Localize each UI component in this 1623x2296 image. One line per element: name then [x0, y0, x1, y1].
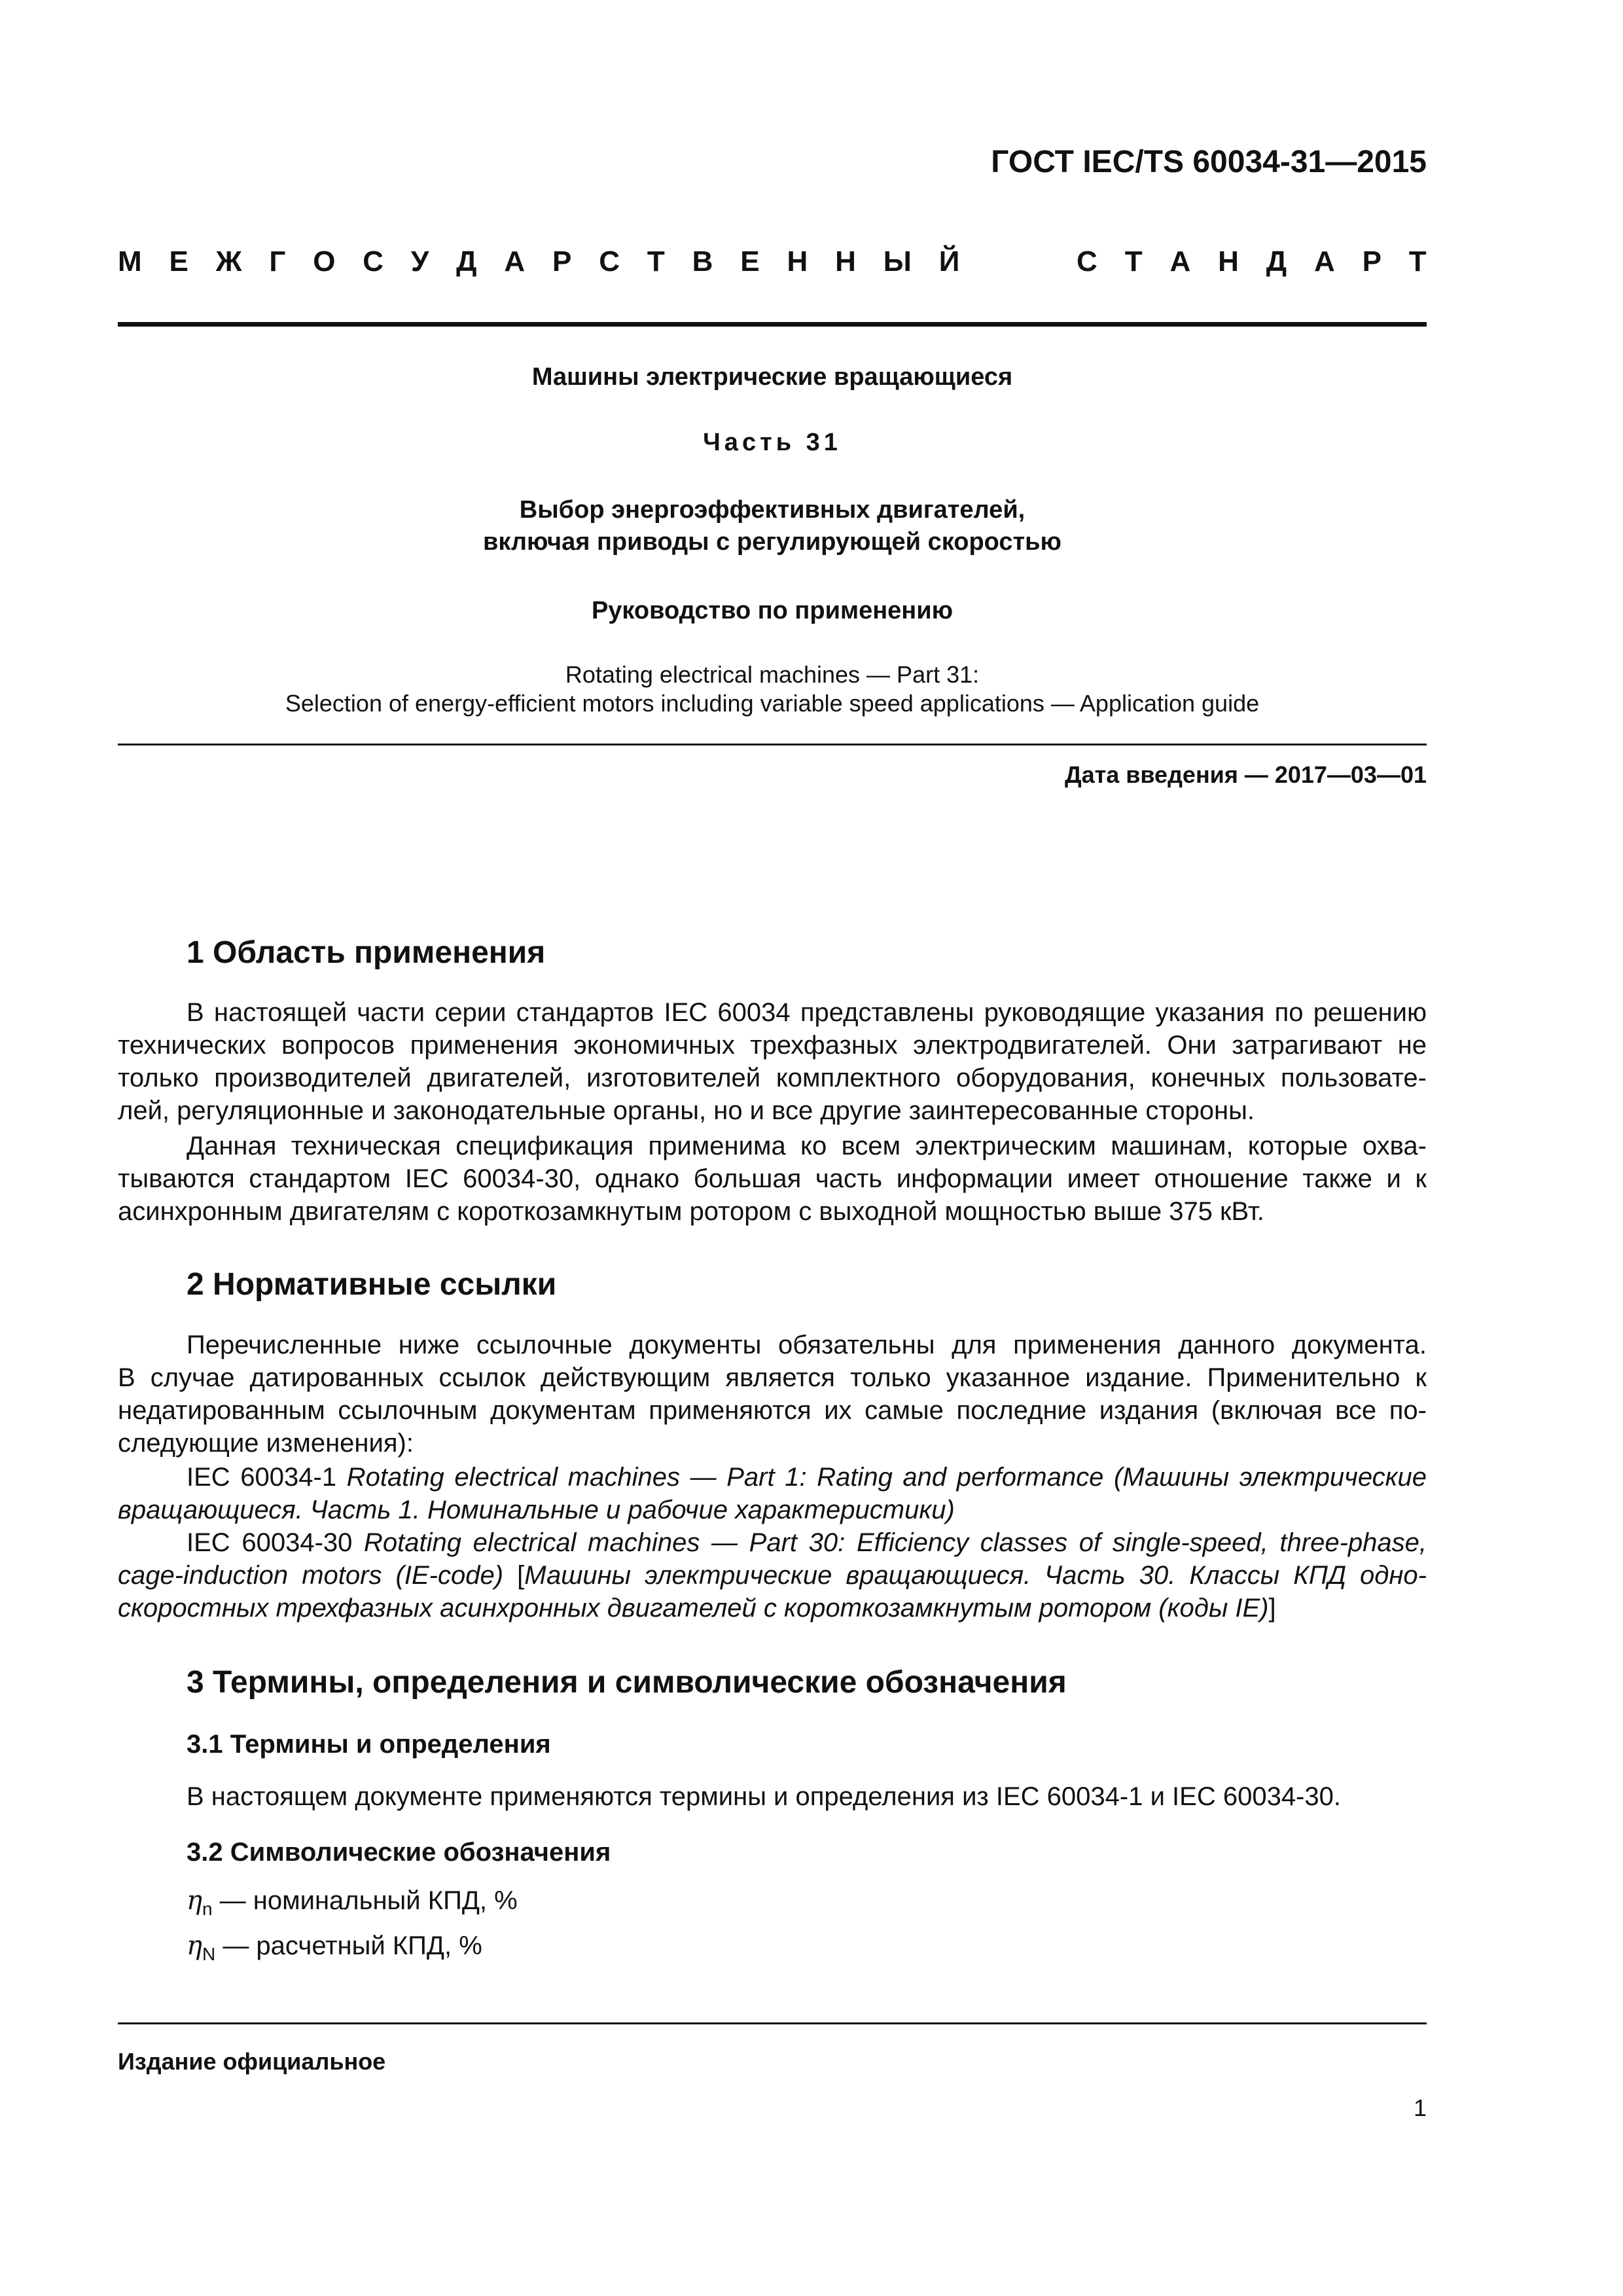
- banner-letter: Е: [169, 245, 188, 278]
- subtitle-line: Выбор энергоэффективных двигателей,: [519, 496, 1026, 524]
- introduction-date: Дата введения — 2017—03—01: [1064, 761, 1427, 788]
- text-line: асинхронным двигателям с короткозамкнутым ротором с выходной мощностью выше 375 кВт.: [118, 1197, 1264, 1226]
- symbol: η: [187, 1886, 202, 1916]
- symbol-subscript: N: [202, 1944, 216, 1964]
- banner-letter: А: [1313, 245, 1335, 278]
- text-line: В случае датированных ссылок действующим является только указанное издание. Применительно к: [118, 1363, 1427, 1392]
- part-label: Часть 31: [703, 429, 842, 456]
- normative-reference-1: [118, 1461, 1427, 1526]
- symbol-entry: [187, 1928, 518, 1973]
- bracket: ]: [1268, 1594, 1276, 1623]
- banner-letter: Н: [835, 245, 856, 278]
- subsection-heading: 3.2 Символические обозначения: [187, 1838, 611, 1867]
- text-line: следующие изменения):: [118, 1429, 414, 1458]
- document-number: ГОСТ IEC/TS 60034-31—2015: [991, 145, 1427, 179]
- section-heading: 3 Термины, определения и символические обозначения: [187, 1665, 1067, 1700]
- banner-letter: А: [1169, 245, 1191, 278]
- banner-letter: У: [410, 245, 429, 278]
- banner-letter: Т: [1408, 245, 1427, 278]
- text-line: [118, 1461, 1427, 1494]
- section-1-paragraph-2: [118, 1130, 1427, 1228]
- section-2-paragraph-1: [118, 1329, 1427, 1460]
- reference-title: вращающиеся. Часть 1. Номинальные и рабочие характеристики): [118, 1496, 955, 1524]
- text-line: [118, 1559, 1427, 1592]
- text-line: тываются стандартом IEC 60034-30, однако большая часть информации имеет отношение также и к: [118, 1164, 1427, 1193]
- banner-letter: Т: [647, 245, 665, 278]
- banner-letter: Н: [1218, 245, 1239, 278]
- text-line: Перечисленные ниже ссылочные документы обязательны для применения данного документа.: [187, 1331, 1427, 1359]
- banner-letter: О: [313, 245, 336, 278]
- text-line: недатированным ссылочным документам применяются их самые последние издания (включая все по-: [118, 1396, 1427, 1425]
- symbol: η: [187, 1931, 202, 1961]
- symbol-subscript: n: [202, 1899, 213, 1919]
- banner-letter: Й: [938, 245, 960, 278]
- text-line: только производителей двигателей, изготовителей комплектного оборудования, конечных пользовате-: [118, 1064, 1427, 1092]
- text-line: [118, 1526, 1427, 1559]
- banner-letter: Д: [456, 245, 477, 278]
- symbol-description: — номинальный КПД, %: [212, 1886, 518, 1915]
- banner-letter: Ж: [215, 245, 242, 278]
- bracket: [: [503, 1561, 525, 1590]
- banner-letter: С: [599, 245, 620, 278]
- section-heading: 1 Область применения: [187, 935, 546, 970]
- subsection-text: В настоящем документе применяются термины и определения из IEC 60034-1 и IEC 60034-30.: [187, 1782, 1341, 1811]
- symbol-entry: [187, 1882, 518, 1928]
- reference-translation: Машины электрические вращающиеся. Часть 30. Классы КПД одно-: [524, 1561, 1427, 1590]
- text-line: технических вопросов применения экономичных трехфазных электродвигателей. Они затрагивают не: [118, 1031, 1427, 1060]
- english-title-line: Selection of energy-efficient motors including variable speed applications — Application guide: [285, 690, 1260, 717]
- guide-label: Руководство по применению: [591, 597, 954, 624]
- symbols-list: [187, 1882, 518, 1973]
- reference-code: IEC 60034-30: [187, 1528, 353, 1557]
- text-line: [118, 1494, 1427, 1526]
- banner-letter: Д: [1266, 245, 1287, 278]
- title-divider: [118, 744, 1427, 745]
- banner-letter: Е: [740, 245, 760, 278]
- banner-letter: С: [363, 245, 384, 278]
- text-line: [118, 1592, 1427, 1624]
- text-line: В настоящей части серии стандартов IEC 60034 представлены руководящие указания по решению: [187, 998, 1427, 1027]
- banner-letter: С: [1077, 245, 1097, 278]
- banner-letter: Т: [1124, 245, 1143, 278]
- title-line: Машины электрические вращающиеся: [531, 363, 1013, 391]
- banner-letter: Р: [552, 245, 572, 278]
- banner-letter: Н: [787, 245, 808, 278]
- footer-divider: [118, 2022, 1427, 2024]
- text-line: Данная техническая спецификация применима ко всем электрическим машинам, которые охва-: [187, 1132, 1427, 1160]
- reference-translation: скоростных трехфазных асинхронных двигателей с короткозамкнутым ротором (коды IE): [118, 1594, 1269, 1623]
- reference-title: cage-induction motors (IE-code): [118, 1561, 504, 1590]
- banner-letter: В: [692, 245, 713, 278]
- reference-code: IEC 60034-1: [187, 1463, 337, 1492]
- english-title-line: Rotating electrical machines — Part 31:: [565, 661, 980, 688]
- symbol-description: — расчетный КПД, %: [215, 1931, 482, 1960]
- header-divider: [118, 322, 1427, 327]
- normative-reference-2: [118, 1526, 1427, 1624]
- banner-letter: М: [118, 245, 142, 278]
- page-number: 1: [1413, 2094, 1427, 2121]
- interstate-standard-banner: [118, 245, 1427, 278]
- subsection-heading: 3.1 Термины и определения: [187, 1730, 551, 1759]
- section-heading: 2 Нормативные ссылки: [187, 1267, 557, 1302]
- banner-letter: Р: [1362, 245, 1382, 278]
- banner-letter: А: [504, 245, 526, 278]
- banner-letter: Г: [269, 245, 286, 278]
- text-line: лей, регуляционные и законодательные органы, но и все другие заинтересованные стороны.: [118, 1096, 1255, 1125]
- official-edition-label: Издание официальное: [118, 2048, 386, 2075]
- subtitle-line: включая приводы с регулирующей скоростью: [483, 528, 1061, 556]
- banner-letter: Ы: [883, 245, 912, 278]
- reference-title: Rotating electrical machines — Part 1: Rating and performance (Машины электрические: [346, 1463, 1427, 1492]
- reference-title: Rotating electrical machines — Part 30: Efficiency classes of single-speed, three-phase,: [364, 1528, 1427, 1557]
- section-1-paragraph-1: [118, 996, 1427, 1127]
